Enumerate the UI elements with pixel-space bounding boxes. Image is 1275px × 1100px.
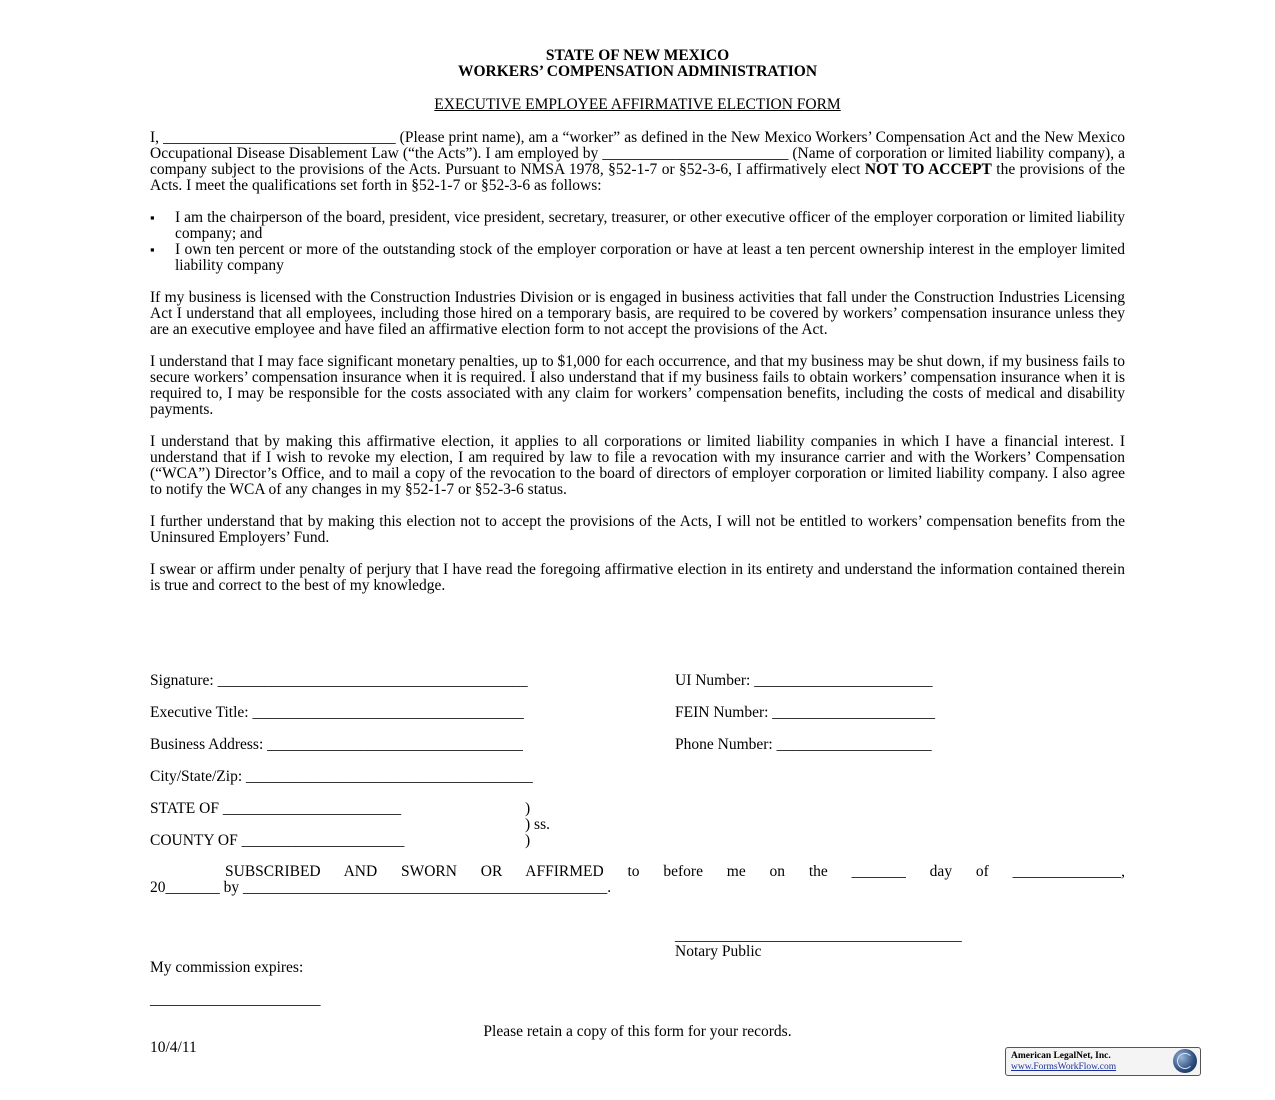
form-page xyxy=(150,48,1125,594)
retain-copy-note: Please retain a copy of this form for your records. xyxy=(483,1023,792,1040)
qualification-list xyxy=(150,210,1125,274)
fein-number-field[interactable]: FEIN Number: _____________________ xyxy=(675,704,936,721)
notary-signature-line[interactable]: _____________________________________ xyxy=(675,927,962,944)
intro-text-1: I, ______________________________ (Please print name), am a “worker” as defined in the New Mexico Workers’ Compensation Act and the New Mexico Occupational Disease Disablement Law (“the Acts”). I am employed by ________________________ (Name of corporation or limited liability company), a company subject to the provisions of the Acts. Pursuant to NMSA 1978, §52-1-7 or §52-3-6, I affirmatively elect xyxy=(150,129,1125,178)
phone-number-field[interactable]: Phone Number: ____________________ xyxy=(675,736,932,753)
notary-public-label: Notary Public xyxy=(675,943,762,960)
qualification-item: ▪ I am the chairperson of the board, president, vice president, secretary, treasurer, or other executive officer of the employer corporation or limited liability company; and xyxy=(150,210,1125,242)
uninsured-fund-paragraph: I further understand that by making this election not to accept the provisions of the Acts, I will not be entitled to workers’ compensation benefits from the Uninsured Employers’ Fund. xyxy=(150,513,1125,546)
penalty-paragraph: I understand that I may face significant monetary penalties, up to $1,000 for each occurrence, and that my business may be shut down, if my business fails to secure workers’ compensation insurance when it is required. I also understand that if my business fails to obtain workers’ compensation insurance when it is required to, I may be responsible for the costs associated with any claim for workers’ compensation benefits, including the costs of medical and disability payments. xyxy=(150,353,1125,418)
venue-bracket-ss: ) ss. xyxy=(525,816,550,833)
signature-field[interactable]: Signature: ________________________________________ xyxy=(150,672,528,689)
state-of-field[interactable]: STATE OF _______________________ xyxy=(150,800,402,817)
executive-title-field[interactable]: Executive Title: ___________________________________ xyxy=(150,704,524,721)
sworn-statement-line2[interactable]: 20_______ by _______________________________________________. xyxy=(150,879,612,896)
business-address-field[interactable]: Business Address: _________________________________ xyxy=(150,736,523,753)
venue-bracket: ) xyxy=(525,800,531,817)
logo-company-name: American LegalNet, Inc. xyxy=(1011,1051,1111,1061)
globe-icon xyxy=(1173,1049,1197,1073)
form-title: EXECUTIVE EMPLOYEE AFFIRMATIVE ELECTION FORM xyxy=(434,96,841,113)
construction-paragraph: If my business is licensed with the Construction Industries Division or is engaged in business activities that fall under the Construction Industries Licensing Act I understand that all employees, including those hired on a temporary basis, are required to be covered by workers’ compensation insurance unless they are an executive employee and have filed an affirmative election form to not accept the provisions of the Act. xyxy=(150,289,1125,338)
commission-expires-label: My commission expires: xyxy=(150,959,304,976)
ui-number-field[interactable]: UI Number: _______________________ xyxy=(675,672,933,689)
fields-block xyxy=(150,673,1125,1093)
commission-expires-line[interactable]: ______________________ xyxy=(150,991,321,1008)
qualification-item: ▪ I own ten percent or more of the outstanding stock of the employer corporation or have at least a ten percent ownership interest in the employer limited liability company xyxy=(150,242,1125,274)
intro-text-2: the provisions of the Acts. I meet the qualifications set forth in §52-1-7 or §52-3-6 as follows: xyxy=(150,161,1126,194)
american-legalnet-logo[interactable] xyxy=(1005,1047,1201,1076)
city-state-zip-field[interactable]: City/State/Zip: _____________________________________ xyxy=(150,768,533,785)
revocation-paragraph: I understand that by making this affirmative election, it applies to all corporations or limited liability companies in which I have a financial interest. I understand that if I wish to revoke my election, I am required by law to file a revocation with my insurance carrier and with the Workers’ Compensation (“WCA”) Director’s Office, and to mail a copy of the revocation to the board of directors of employer corporation or limited liability company. I also agree to notify the WCA of any changes in my §52-1-7 or §52-3-6 status. xyxy=(150,433,1125,498)
venue-bracket: ) xyxy=(525,832,531,849)
logo-url-link[interactable]: www.FormsWorkFlow.com xyxy=(1011,1062,1117,1072)
county-of-field[interactable]: COUNTY OF _____________________ xyxy=(150,832,405,849)
perjury-paragraph: I swear or affirm under penalty of perjury that I have read the foregoing affirmative election in its entirety and understand the information contained therein is true and correct to the best of my knowledge. xyxy=(150,561,1125,594)
revision-date: 10/4/11 xyxy=(150,1039,197,1056)
intro-emphasis: NOT TO ACCEPT xyxy=(864,161,992,178)
agency-heading: WORKERS’ COMPENSATION ADMINISTRATION xyxy=(457,63,818,80)
state-heading: STATE OF NEW MEXICO xyxy=(545,47,730,64)
intro-paragraph xyxy=(150,130,1125,194)
sworn-statement-line1[interactable]: SUBSCRIBED AND SWORN OR AFFIRMED to before me on the _______ day of ______________, xyxy=(225,863,1125,880)
